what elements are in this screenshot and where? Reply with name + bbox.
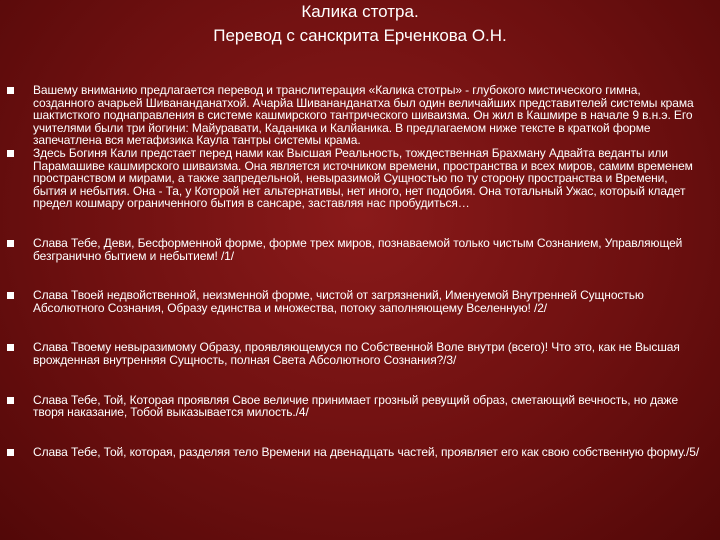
paragraph-text: Слава Тебе, Деви, Бесформенной форме, форме трех миров, познаваемой только чистым Сознанием, Управляющей безгранично бытием и небытием! /1/ [33, 235, 683, 263]
square-bullet-icon [7, 397, 14, 404]
square-bullet-icon [7, 150, 14, 157]
paragraph-text: Слава Тебе, Той, Которая проявляя Свое величие принимает грозный ревущий образ, сметающий вечность, но даже творя наказание, Тобой выказывается милость./4/ [33, 392, 679, 420]
bullet-list [0, 84, 720, 458]
square-bullet-icon [7, 240, 14, 247]
list-item [0, 237, 703, 262]
list-item [0, 446, 703, 459]
square-bullet-icon [7, 449, 14, 456]
title-line-2: Перевод с санскрита Ерченкова О.Н. [213, 26, 507, 45]
paragraph-text: Вашему вниманию предлагается перевод и транслитерация «Калика стотры» - глубокого мистического гимна, созданного ачарьей Шивананданатхой. Ачарйа Шивананданатха был один величайших представителей системы крама шактисткого поднаправления в системе кашмирского тантрического шиваизма. Он жил в Кашмире в начале 9 в.н.э. Его учителями были три йогини: Майуравати, Каданика и Калйаника. В предлагаемом ниже тексте в краткой форме запечатлена вся метафизика Каула тантры системы крама. [33, 83, 694, 148]
paragraph-text: Здесь Богиня Кали предстает перед нами как Высшая Реальность, тождественная Брахману Адвайта веданты или Парамашиве кашмирского шиваизма. Она является источником времени, пространства и всех миров, самим временем пространством и мирами, а также запредельной, невыразимой Сущностью по ту сторону пространства и Времени, бытия и небытия. Она - Та, у Которой нет альтернативы, нет иного, нет подобия. Она тотальный Ужас, который кладет предел кошмару ограниченного бытия в сансаре, заставляя нас пробудиться… [33, 145, 693, 211]
square-bullet-icon [7, 87, 14, 94]
list-item [0, 341, 703, 366]
title-line-1: Калика стотра. [301, 2, 419, 21]
list-item [0, 84, 703, 147]
square-bullet-icon [7, 292, 14, 299]
list-item [0, 147, 703, 210]
square-bullet-icon [7, 344, 14, 351]
list-item [0, 394, 703, 419]
list-item [0, 289, 703, 314]
paragraph-text: Слава Тебе, Той, которая, разделяя тело Времени на двенадцать частей, проявляет его как свою собственную форму./5/ [33, 444, 700, 459]
paragraph-text: Слава Твоей недвойственной, неизменной форме, чистой от загрязнений, Именуемой Внутренней Сущностью Абсолютного Сознания, Образу единства и множества, потоку заполняющему Вселенную! /2/ [33, 288, 644, 315]
slide-title [0, 0, 720, 48]
paragraph-text: Слава Твоему невыразимому Образу, проявляющемуся по Собственной Воле внутри (всего)! Что это, как не Высшая врожденная внутренняя Сущность, полная Света Абсолютного Сознания?/3/ [33, 340, 680, 367]
